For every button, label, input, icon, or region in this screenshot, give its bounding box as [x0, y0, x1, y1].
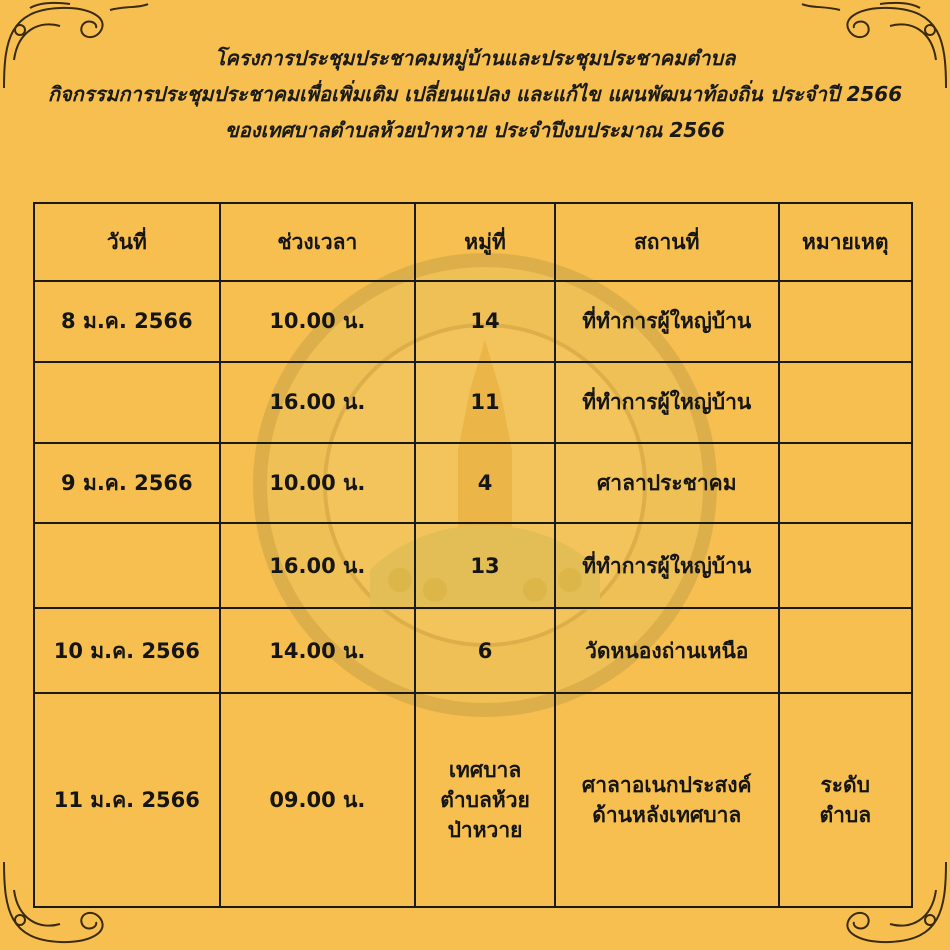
cell-date: 8 ม.ค. 2566: [34, 281, 220, 362]
cell-date: 9 ม.ค. 2566: [34, 443, 220, 524]
cell-village-line: เทศบาล: [448, 757, 522, 782]
cell-note: [779, 608, 912, 693]
header-village: หมู่ที่: [415, 203, 555, 281]
cell-place: [555, 693, 779, 907]
header-time: ช่วงเวลา: [220, 203, 415, 281]
cell-place: ที่ทำการผู้ใหญ่บ้าน: [555, 362, 779, 443]
cell-place: ศาลาประชาคม: [555, 443, 779, 524]
cell-village: 4: [415, 443, 555, 524]
cell-date: [34, 523, 220, 608]
cell-time: 14.00 น.: [220, 608, 415, 693]
cell-date: 11 ม.ค. 2566: [34, 693, 220, 907]
cell-note-line: ระดับ: [820, 772, 871, 797]
cell-place-line: ด้านหลังเทศบาล: [592, 802, 742, 827]
cell-village: 11: [415, 362, 555, 443]
table-row: [34, 608, 912, 693]
cell-date: 10 ม.ค. 2566: [34, 608, 220, 693]
header-place: สถานที่: [555, 203, 779, 281]
cell-note: [779, 523, 912, 608]
meeting-schedule-table: [33, 202, 913, 908]
cell-date: [34, 362, 220, 443]
cell-village-line: ตำบลห้วย: [440, 787, 530, 812]
header-date: วันที่: [34, 203, 220, 281]
cell-time: 09.00 น.: [220, 693, 415, 907]
title-line-3: ของเทศบาลตำบลห้วยป่าหวาย ประจำปีงบประมาณ 2566: [225, 118, 725, 142]
cell-place: ที่ทำการผู้ใหญ่บ้าน: [555, 281, 779, 362]
cell-village: 13: [415, 523, 555, 608]
table-header-row: [34, 203, 912, 281]
cell-time: 16.00 น.: [220, 362, 415, 443]
cell-note: [779, 443, 912, 524]
table-row: [34, 443, 912, 524]
cell-note: [779, 693, 912, 907]
cell-note-line: ตำบล: [819, 802, 872, 827]
header-note: หมายเหตุ: [779, 203, 912, 281]
document-title: [0, 40, 950, 148]
cell-time: 10.00 น.: [220, 281, 415, 362]
cell-village-line: ป่าหวาย: [447, 817, 523, 842]
cell-note: [779, 362, 912, 443]
table-row: [34, 362, 912, 443]
table-row: [34, 693, 912, 907]
table-row: [34, 281, 912, 362]
cell-time: 10.00 น.: [220, 443, 415, 524]
cell-village: [415, 693, 555, 907]
table-row: [34, 523, 912, 608]
cell-place: วัดหนองถ่านเหนือ: [555, 608, 779, 693]
title-line-1: โครงการประชุมประชาคมหมู่บ้านและประชุมประชาคมตำบล: [214, 46, 736, 70]
cell-village: 14: [415, 281, 555, 362]
title-line-2: กิจกรรมการประชุมประชาคมเพื่อเพิ่มเติม เปลี่ยนแปลง และแก้ไข แผนพัฒนาท้องถิ่น ประจำปี 2566: [47, 82, 903, 106]
cell-village: 6: [415, 608, 555, 693]
cell-note: [779, 281, 912, 362]
cell-place: ที่ทำการผู้ใหญ่บ้าน: [555, 523, 779, 608]
cell-place-line: ศาลาอเนกประสงค์: [581, 772, 752, 797]
cell-time: 16.00 น.: [220, 523, 415, 608]
